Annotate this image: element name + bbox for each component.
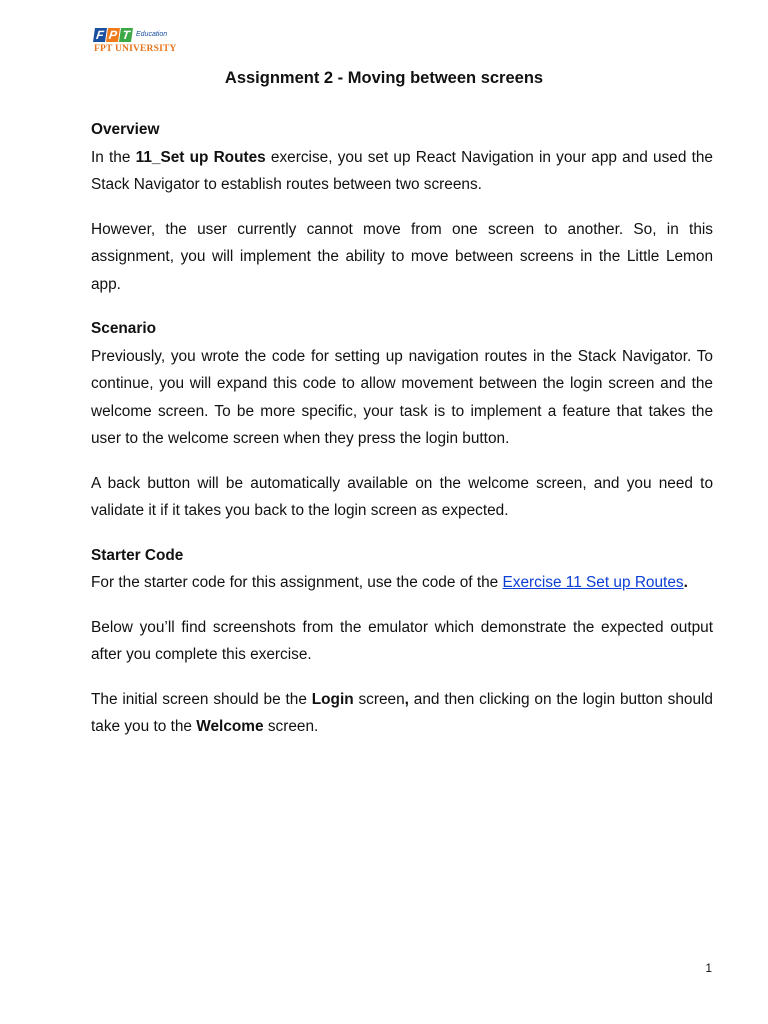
text-run: . xyxy=(683,574,688,591)
text-run: In the xyxy=(91,148,136,166)
text-run: screen. xyxy=(263,718,319,735)
exercise-name-bold: 11_Set up Routes xyxy=(135,148,266,166)
starter-paragraph-1 xyxy=(91,569,713,597)
starter-code-heading: Starter Code xyxy=(91,546,184,564)
logo-university-name: FPT UNIVERSITY xyxy=(94,44,177,54)
text-run: and then clicking on the login button should take you to the xyxy=(91,690,713,735)
logo-letter-t: T xyxy=(119,28,133,42)
scenario-paragraph-1: Previously, you wrote the code for setting up navigation routes in the Stack Navigator. To continue, you will expand this code to allow movement between the login screen and the welcome screen. To be more specific, your task is to implement a feature that takes the user to the welcome screen when they press the login button. xyxy=(91,347,713,447)
logo-letter-f: F xyxy=(93,28,107,42)
exercise-link[interactable]: Exercise 11 Set up Routes xyxy=(502,574,684,591)
text-run: For the starter code for this assignment, use the code of the xyxy=(91,574,503,591)
document-body xyxy=(91,116,713,758)
logo-letter-p: P xyxy=(108,28,118,42)
overview-paragraph-2: However, the user currently cannot move from one screen to another. So, in this assignment, you will implement the ability to move between screens in the Little Lemon app. xyxy=(91,220,713,293)
text-run: The initial screen should be the xyxy=(91,690,312,708)
document-title: Assignment 2 - Moving between screens xyxy=(224,69,544,87)
fpt-university-logo xyxy=(94,20,194,56)
logo-tagline: Education xyxy=(136,31,168,38)
overview-paragraph-1 xyxy=(91,144,713,199)
login-bold: Login xyxy=(311,690,354,708)
starter-paragraph-3 xyxy=(91,686,713,741)
scenario-heading: Scenario xyxy=(91,320,157,337)
welcome-bold: Welcome xyxy=(196,718,264,735)
text-run: exercise, you set up React Navigation in your app and used the Stack Navigator to establish routes between two screens. xyxy=(91,148,713,193)
scenario-paragraph-2: A back button will be automatically available on the welcome screen, and you need to validate it if it takes you back to the login screen as expected. xyxy=(91,474,713,519)
text-run: screen xyxy=(353,690,405,708)
page-number: 1 xyxy=(705,961,712,975)
starter-paragraph-2: Below you’ll find screenshots from the emulator which demonstrate the expected output after you complete this exercise. xyxy=(91,618,713,663)
overview-heading: Overview xyxy=(91,121,160,138)
fpt-logo-mark xyxy=(94,20,194,42)
comma-bold: , xyxy=(404,690,409,708)
